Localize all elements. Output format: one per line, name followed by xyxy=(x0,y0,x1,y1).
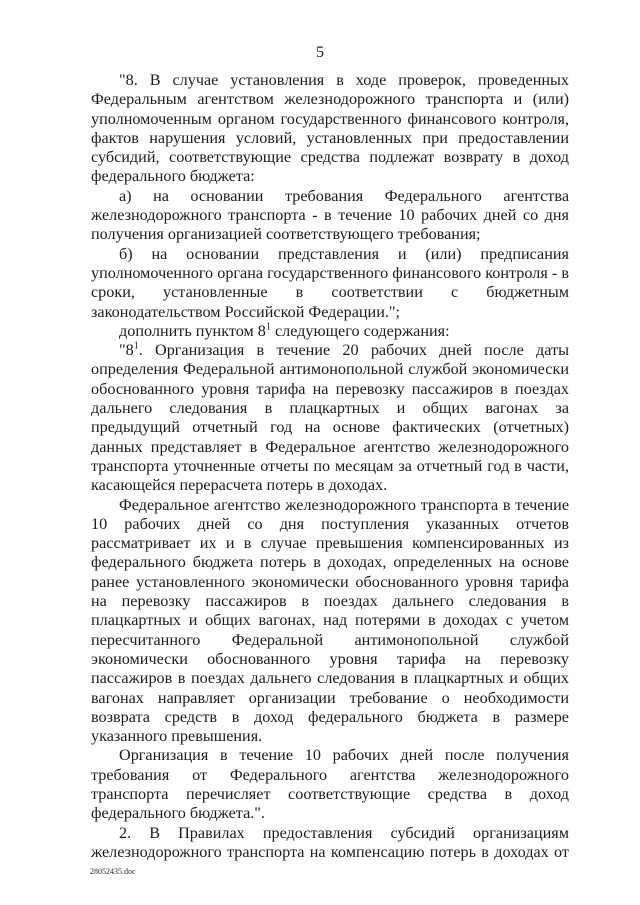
item-8-1-text: . Организация в течение 20 рабочих дней после даты определения Федеральной антимонопольной службой экономически обоснованного уровня тарифа на перевозку пассажиров в поездах дальнего следования в плацкартных и общих вагонах за предыдущий отчетный год на основе фактических (отчетных) данных представляет в Федеральное агентство железнодорожного транспорта уточненные отчеты по месяцам за отчетный год в части, касающейся перерасчета потерь в доходах. xyxy=(91,341,569,495)
superscript-1: 1 xyxy=(265,321,271,333)
paragraph-organization-transfer: Организация в течение 10 рабочих дней после получения требования от Федерального агентства железнодорожного транспорта перечисляет соответствующие средства в доход федерального бюджета.". xyxy=(91,746,569,823)
paragraph-amendment-intro xyxy=(91,322,569,341)
paragraph-item-2: 2. В Правилах предоставления субсидий организациям железнодорожного транспорта на компенсацию потерь в доходах от xyxy=(91,823,569,861)
item-8-1-number: "8 xyxy=(119,341,134,360)
amendment-intro-tail: следующего содержания: xyxy=(270,321,450,340)
document-body xyxy=(91,71,569,862)
paragraph-agency-review: Федеральное агентство железнодорожного транспорта в течение 10 рабочих дней со дня поступления указанных отчетов рассматривает их и в случае превышения компенсированных из федерального бюджета потерь в доходах, определенных на основе ранее установленного экономически обоснованного уровня тарифа на перевозку пассажиров в поездах дальнего следования в плацкартных и общих вагонах, над потерями в доходах с учетом пересчитанного Федеральной антимонопольной службой экономически обоснованного уровня тарифа на перевозку пассажиров в поездах дальнего следования в плацкартных и общих вагонах направляет организации требование о необходимости возврата средств в доход федерального бюджета в размере указанного превышения. xyxy=(91,495,569,746)
document-file-code: 28052435.doc xyxy=(90,867,136,876)
page-number: 5 xyxy=(316,44,324,61)
paragraph-subitem-b: б) на основании представления и (или) предписания уполномоченного органа государственного финансового контроля - в сроки, установленные в соответствии с бюджетным законодательством Российской Федерации."; xyxy=(91,244,569,321)
paragraph-item-8: "8. В случае установления в ходе проверок, проведенных Федеральным агентством железнодорожного транспорта и (или) уполномоченным органом государственного финансового контроля, фактов нарушения условий, установленных при предоставлении субсидий, соответствующие средства подлежат возврату в доход федерального бюджета: xyxy=(91,71,569,186)
amendment-intro-text: дополнить пунктом 8 xyxy=(119,321,266,340)
superscript-1: 1 xyxy=(133,340,139,352)
paragraph-subitem-a: а) на основании требования Федерального агентства железнодорожного транспорта - в течение 10 рабочих дней со дня получения организацией соответствующего требования; xyxy=(91,186,569,244)
paragraph-item-8-1 xyxy=(91,341,569,495)
